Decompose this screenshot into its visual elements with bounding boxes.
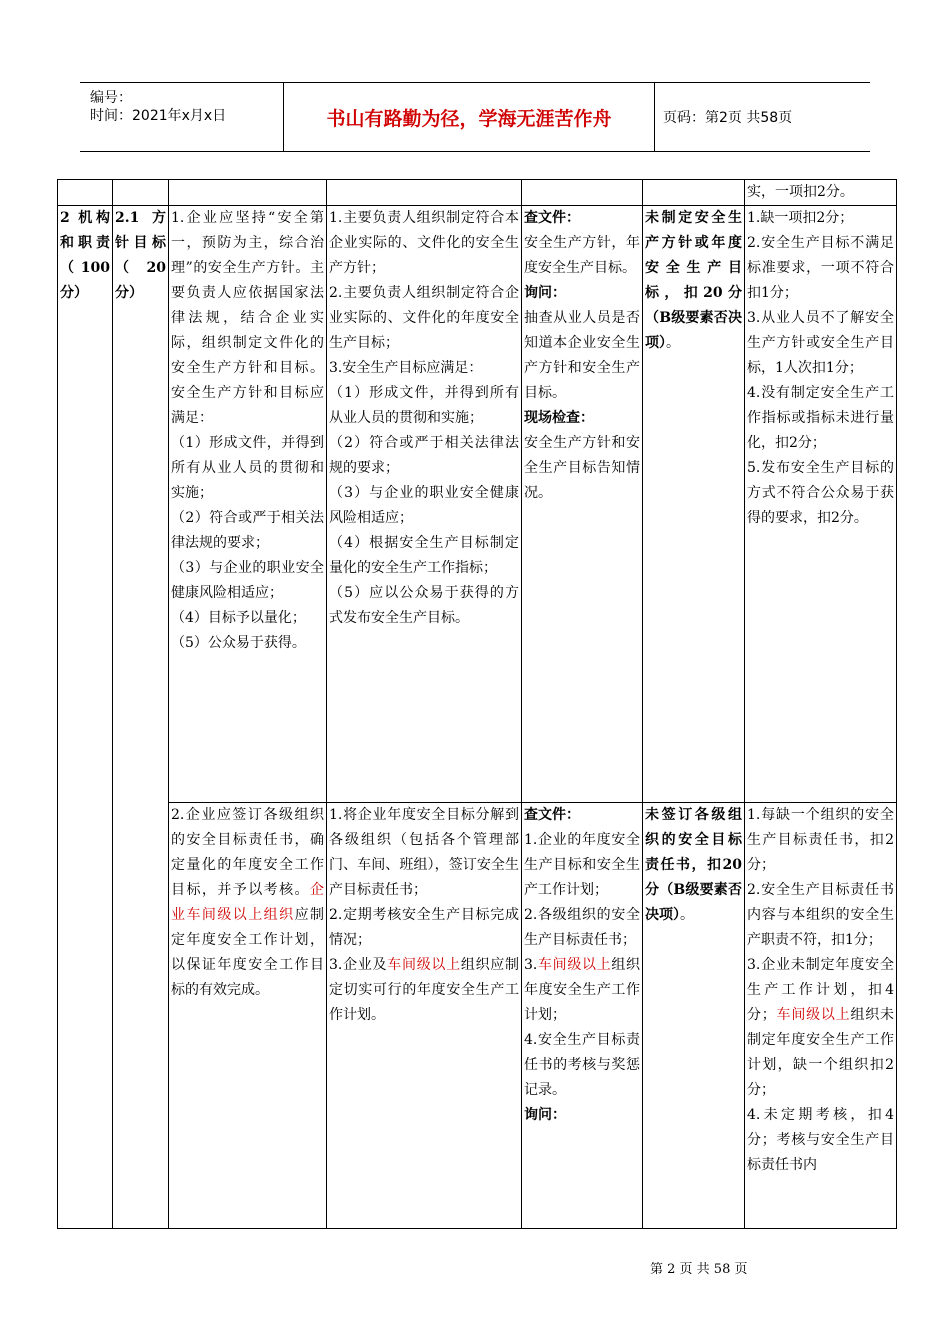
requirement-item: （5）公众易于获得。 xyxy=(171,635,306,651)
requirement-text: 2.企业应签订各级组织的安全目标责任书，确定量化的年度安全工作目标，并予以考核。 xyxy=(171,807,324,898)
method-heading: 现场检查： xyxy=(524,410,594,426)
method-item xyxy=(524,953,640,1028)
content-item: （3）与企业的职业安全健康风险相适应； xyxy=(329,485,519,526)
method-text: 抽查从业人员是否知道本企业安全生产方针和安全生产目标。 xyxy=(524,310,640,401)
table-cell xyxy=(169,180,327,206)
scoring-item: 5.发布安全生产目标的方式不符合公众易于获得的要求，扣2分。 xyxy=(747,460,894,526)
scoring-item: 3.从业人员不了解安全生产方针或安全生产目标，1人次扣1分； xyxy=(747,310,894,376)
method-text: 安全生产方针，年度安全生产目标。 xyxy=(524,235,640,276)
scoring-cell xyxy=(745,206,897,803)
header-page-number: 页码：第2页 共58页 xyxy=(663,110,793,126)
requirement-cell xyxy=(169,803,327,1229)
table-row xyxy=(58,180,897,206)
scoring-item: 1.每缺一个组织的安全生产目标责任书，扣2分； xyxy=(747,807,894,873)
scoring-text: 组织未制定年度安全生产工作计划，缺一个组织扣2分； xyxy=(747,1007,895,1098)
scoring-item xyxy=(747,953,894,1103)
table-cell xyxy=(58,180,113,206)
table-cell xyxy=(327,180,522,206)
method-cell xyxy=(522,206,643,803)
requirement-text: 应制定年度安全工作计划，以保证年度安全工作目标的有效完成。 xyxy=(171,907,325,998)
header-meta xyxy=(80,83,284,151)
requirement-item: （4）目标予以量化； xyxy=(171,610,306,626)
requirement-item: （2）符合或严于相关法律法规的要求； xyxy=(171,510,324,551)
method-heading: 查文件： xyxy=(524,807,580,823)
method-text: 组织年度安全生产工作计划； xyxy=(524,957,641,1023)
content-item: 1.主要负责人组织制定符合本企业实际的、文件化的安全生产方针； xyxy=(329,210,519,276)
method-cell xyxy=(522,803,643,1229)
scoring-item: 2.安全生产目标不满足标准要求，一项不符合扣1分； xyxy=(747,235,894,301)
page-header xyxy=(80,82,870,152)
content-item: 2.主要负责人组织制定符合企业实际的、文件化的年度安全生产目标； xyxy=(329,285,519,351)
requirement-item: （1）形成文件，并得到所有从业人员的贯彻和实施； xyxy=(171,435,324,501)
document-number: 编号： xyxy=(90,90,132,106)
content-cell xyxy=(327,803,522,1229)
method-heading: 询问： xyxy=(524,285,566,301)
content-cell xyxy=(327,206,522,803)
table-cell xyxy=(522,180,643,206)
method-item: 1.企业的年度安全生产目标和安全生产工作计划； xyxy=(524,832,640,898)
standards-table xyxy=(57,179,897,1229)
header-motto: 书山有路勤为径，学海无涯苦作舟 xyxy=(284,83,655,151)
highlight-text: 企业车间级以上组织 xyxy=(171,882,324,923)
veto-cell xyxy=(643,803,745,1229)
page-footer: 第 2 页 共 58 页 xyxy=(650,1262,748,1277)
highlight-text: 车间级以上 xyxy=(387,957,461,973)
content-item: 2.定期考核安全生产目标完成情况； xyxy=(329,907,519,948)
content-item: 3.安全生产目标应满足： xyxy=(329,360,483,376)
item-cell: 2.1 方针目标（20分） xyxy=(113,206,169,1229)
content-item: （4）根据安全生产目标制定量化的安全生产工作指标； xyxy=(329,535,519,576)
scoring-cell xyxy=(745,803,897,1229)
content-text: 组织应制定切实可行的年度安全生产工作计划。 xyxy=(329,957,520,1023)
veto-cell xyxy=(643,206,745,803)
requirement-cell xyxy=(169,206,327,803)
highlight-text: 车间级以上 xyxy=(775,1007,851,1023)
veto-punct: 。 xyxy=(666,335,680,351)
method-text: 3. xyxy=(524,957,538,973)
scoring-item: 1.缺一项扣2分； xyxy=(747,210,854,226)
content-text: 3.企业及 xyxy=(329,957,388,973)
content-item xyxy=(329,953,519,1028)
category-cell: 2 机构和职责（100分） xyxy=(58,206,113,1229)
scoring-item: 4.未定期考核，扣4分；考核与安全生产目标责任书内 xyxy=(747,1107,894,1173)
table-cell xyxy=(113,180,169,206)
content-item: （1）形成文件，并得到所有从业人员的贯彻和实施； xyxy=(329,385,519,426)
scoring-item: 4.没有制定安全生产工作指标或指标未进行量化，扣2分； xyxy=(747,385,894,451)
content-item: （2）符合或严于相关法律法规的要求； xyxy=(329,435,519,476)
highlight-text: 车间级以上 xyxy=(537,957,612,973)
table-row xyxy=(58,206,897,803)
requirement-item: （3）与企业的职业安全健康风险相适应； xyxy=(171,560,324,601)
veto-text: 未制定安全生产方针或年度安全生产目标，扣20分（B级要素否决项） xyxy=(645,210,742,351)
method-item: 4.安全生产目标责任书的考核与奖惩记录。 xyxy=(524,1032,640,1098)
table-cell: 实，一项扣2分。 xyxy=(745,180,897,206)
method-heading: 询问： xyxy=(524,1107,566,1123)
content-item: 1.将企业年度安全目标分解到各级组织（包括各个管理部门、车间、班组），签订安全生产目标责任书； xyxy=(329,807,519,898)
table-cell xyxy=(643,180,745,206)
content-item: （5）应以公众易于获得的方式发布安全生产目标。 xyxy=(329,585,519,626)
table-row xyxy=(58,803,897,1229)
method-text: 安全生产方针和安全生产目标告知情况。 xyxy=(524,435,640,501)
method-heading: 查文件： xyxy=(524,210,580,226)
veto-text: 未签订各级组织的安全目标责任书，扣20分（B级要素否决项） xyxy=(645,807,742,923)
document-time: 时间：2021年x月x日 xyxy=(90,108,227,124)
scoring-item: 2.安全生产目标责任书内容与本组织的安全生产职责不符，扣1分； xyxy=(747,882,894,948)
scoring-text: 3.企业未制定年度安全生产工作计划，扣4分； xyxy=(747,957,894,1023)
veto-punct: 。 xyxy=(680,907,694,923)
method-item: 2.各级组织的安全生产目标责任书； xyxy=(524,907,640,948)
requirement-text: 1.企业应坚持“安全第一，预防为主，综合治理”的安全生产方针。主要负责人应依据国家法律法规，结合企业实际，组织制定文件化的安全生产方针和目标。安全生产方针和目标应满足： xyxy=(171,210,324,426)
